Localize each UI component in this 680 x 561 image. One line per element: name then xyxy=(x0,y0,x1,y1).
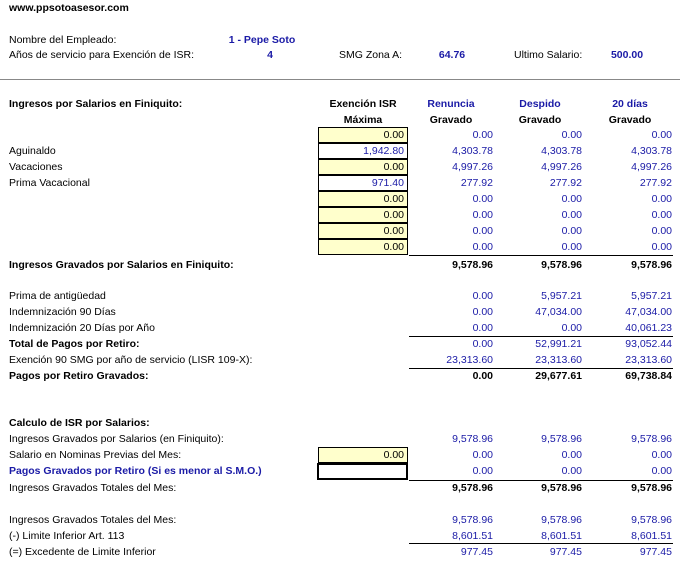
col-despido-header: Despido xyxy=(519,98,561,110)
retiro-gravados-despido: 29,677.61 xyxy=(535,370,582,382)
row-label: Pagos Gravados por Retiro (Si es menor al S.M.O.) xyxy=(9,465,262,477)
veinte-value: 4,303.78 xyxy=(631,145,672,157)
col-20dias-gravado: Gravado xyxy=(608,114,652,126)
veinte-value: 277.92 xyxy=(639,177,672,189)
veinte-value: 977.45 xyxy=(639,546,672,558)
despido-value: 0.00 xyxy=(561,193,582,205)
last-salary-label: Ultimo Salario: xyxy=(514,49,583,61)
retiro-total-renuncia: 0.00 xyxy=(472,338,493,350)
despido-value: 9,578.96 xyxy=(541,514,582,526)
years-label: Años de servicio para Exención de ISR: xyxy=(9,49,195,61)
renuncia-value: 0.00 xyxy=(472,465,493,477)
exencion-input[interactable]: 0.00 xyxy=(318,223,408,239)
finiquito-total-despido: 9,578.96 xyxy=(541,259,582,271)
renuncia-value: 0.00 xyxy=(472,129,493,141)
renuncia-value: 977.45 xyxy=(460,546,493,558)
veinte-value: 5,957.21 xyxy=(631,290,672,302)
exencion-input[interactable]: 0.00 xyxy=(318,159,408,175)
despido-value: 0.00 xyxy=(561,449,582,461)
isr-calc-rule xyxy=(409,543,673,544)
veinte-value: 4,997.26 xyxy=(631,161,672,173)
exencion-value[interactable]: 971.40 xyxy=(318,175,408,191)
finiquito-total-rule xyxy=(409,255,673,256)
veinte-value: 9,578.96 xyxy=(631,514,672,526)
isr-total-label: Ingresos Gravados Totales del Mes: xyxy=(9,482,177,494)
col-20dias-header: 20 días xyxy=(612,98,648,110)
last-salary-value[interactable]: 500.00 xyxy=(610,49,644,61)
despido-value: 9,578.96 xyxy=(541,433,582,445)
veinte-value: 9,578.96 xyxy=(631,433,672,445)
despido-value: 4,303.78 xyxy=(541,145,582,157)
retiro-exencion-veinte: 23,313.60 xyxy=(625,354,672,366)
despido-value: 8,601.51 xyxy=(541,530,582,542)
renuncia-value: 277.92 xyxy=(460,177,493,189)
renuncia-value: 0.00 xyxy=(472,193,493,205)
row-label: Aguinaldo xyxy=(9,145,56,157)
col-exencion-header-1: Exención ISR xyxy=(329,98,397,110)
despido-value: 0.00 xyxy=(561,209,582,221)
despido-value: 4,997.26 xyxy=(541,161,582,173)
row-label: (-) Limite Inferior Art. 113 xyxy=(9,530,125,542)
row-label: Prima Vacacional xyxy=(9,177,90,189)
renuncia-value: 0.00 xyxy=(472,449,493,461)
despido-value: 47,034.00 xyxy=(535,306,582,318)
renuncia-value: 8,601.51 xyxy=(452,530,493,542)
header-divider xyxy=(0,79,680,80)
veinte-value: 0.00 xyxy=(651,465,672,477)
row-label: Indemnización 90 Días xyxy=(9,306,116,318)
veinte-value: 0.00 xyxy=(651,225,672,237)
employee-name-label: Nombre del Empleado: xyxy=(9,34,117,46)
col-renuncia-gravado: Gravado xyxy=(429,114,473,126)
finiquito-total-renuncia: 9,578.96 xyxy=(452,259,493,271)
isr-total-veinte: 9,578.96 xyxy=(631,482,672,494)
retiro-total-despido: 52,991.21 xyxy=(535,338,582,350)
retiro-exencion-despido: 23,313.60 xyxy=(535,354,582,366)
finiquito-total-veinte: 9,578.96 xyxy=(631,259,672,271)
veinte-value: 0.00 xyxy=(651,241,672,253)
years-value[interactable]: 4 xyxy=(267,49,273,61)
employee-name-value[interactable]: 1 - Pepe Soto xyxy=(228,34,296,46)
retiro-gravados-label: Pagos por Retiro Gravados: xyxy=(9,370,149,382)
renuncia-value: 0.00 xyxy=(472,306,493,318)
renuncia-value: 9,578.96 xyxy=(452,514,493,526)
col-renuncia-header: Renuncia xyxy=(427,98,475,110)
exencion-input[interactable]: 0.00 xyxy=(318,207,408,223)
isr-total-despido: 9,578.96 xyxy=(541,482,582,494)
retiro-total-veinte: 93,052.44 xyxy=(625,338,672,350)
row-label: Vacaciones xyxy=(9,161,63,173)
retiro-exencion-label: Exención 90 SMG por año de servicio (LISR 109-X): xyxy=(9,354,253,366)
retiro-gravados-renuncia: 0.00 xyxy=(472,370,493,382)
despido-value: 5,957.21 xyxy=(541,290,582,302)
renuncia-value: 9,578.96 xyxy=(452,433,493,445)
veinte-value: 47,034.00 xyxy=(625,306,672,318)
finiquito-section-title: Ingresos por Salarios en Finiquito: xyxy=(9,98,183,110)
isr-section-title: Calculo de ISR por Salarios: xyxy=(9,417,150,429)
renuncia-value: 4,997.26 xyxy=(452,161,493,173)
active-cell-selection[interactable] xyxy=(317,463,408,480)
site-url[interactable]: www.ppsotoasesor.com xyxy=(9,2,129,14)
row-label: Indemnización 20 Días por Año xyxy=(9,322,155,334)
col-despido-gravado: Gravado xyxy=(518,114,562,126)
finiquito-total-label: Ingresos Gravados por Salarios en Finiquito: xyxy=(9,259,234,271)
row-label: Ingresos Gravados por Salarios (en Finiquito): xyxy=(9,433,224,445)
retiro-exencion-renuncia: 23,313.60 xyxy=(446,354,493,366)
veinte-value: 0.00 xyxy=(651,209,672,221)
veinte-value: 40,061.23 xyxy=(625,322,672,334)
despido-value: 0.00 xyxy=(561,225,582,237)
isr-total-renuncia: 9,578.96 xyxy=(452,482,493,494)
row-label: Prima de antigüedad xyxy=(9,290,106,302)
despido-value: 277.92 xyxy=(549,177,582,189)
renuncia-value: 0.00 xyxy=(472,209,493,221)
retiro-gravados-veinte: 69,738.84 xyxy=(625,370,672,382)
despido-value: 0.00 xyxy=(561,465,582,477)
despido-value: 0.00 xyxy=(561,322,582,334)
renuncia-value: 4,303.78 xyxy=(452,145,493,157)
retiro-total-label: Total de Pagos por Retiro: xyxy=(9,338,140,350)
exencion-input[interactable]: 0.00 xyxy=(318,239,408,255)
despido-value: 977.45 xyxy=(549,546,582,558)
renuncia-value: 0.00 xyxy=(472,225,493,237)
exencion-value[interactable]: 1,942.80 xyxy=(318,143,408,159)
renuncia-value: 0.00 xyxy=(472,241,493,253)
row-label: (=) Excedente de Limite Inferior xyxy=(9,546,156,558)
row-label: Salario en Nominas Previas del Mes: xyxy=(9,449,182,461)
exencion-input[interactable]: 0.00 xyxy=(318,127,408,143)
salario-previo-input[interactable]: 0.00 xyxy=(318,447,408,463)
row-label: Ingresos Gravados Totales del Mes: xyxy=(9,514,177,526)
veinte-value: 0.00 xyxy=(651,449,672,461)
smg-value[interactable]: 64.76 xyxy=(438,49,466,61)
veinte-value: 0.00 xyxy=(651,193,672,205)
renuncia-value: 0.00 xyxy=(472,322,493,334)
smg-label: SMG Zona A: xyxy=(339,49,403,61)
renuncia-value: 0.00 xyxy=(472,290,493,302)
col-exencion-header-2: Máxima xyxy=(343,114,383,126)
despido-value: 0.00 xyxy=(561,241,582,253)
exencion-input[interactable]: 0.00 xyxy=(318,191,408,207)
despido-value: 0.00 xyxy=(561,129,582,141)
veinte-value: 0.00 xyxy=(651,129,672,141)
veinte-value: 8,601.51 xyxy=(631,530,672,542)
